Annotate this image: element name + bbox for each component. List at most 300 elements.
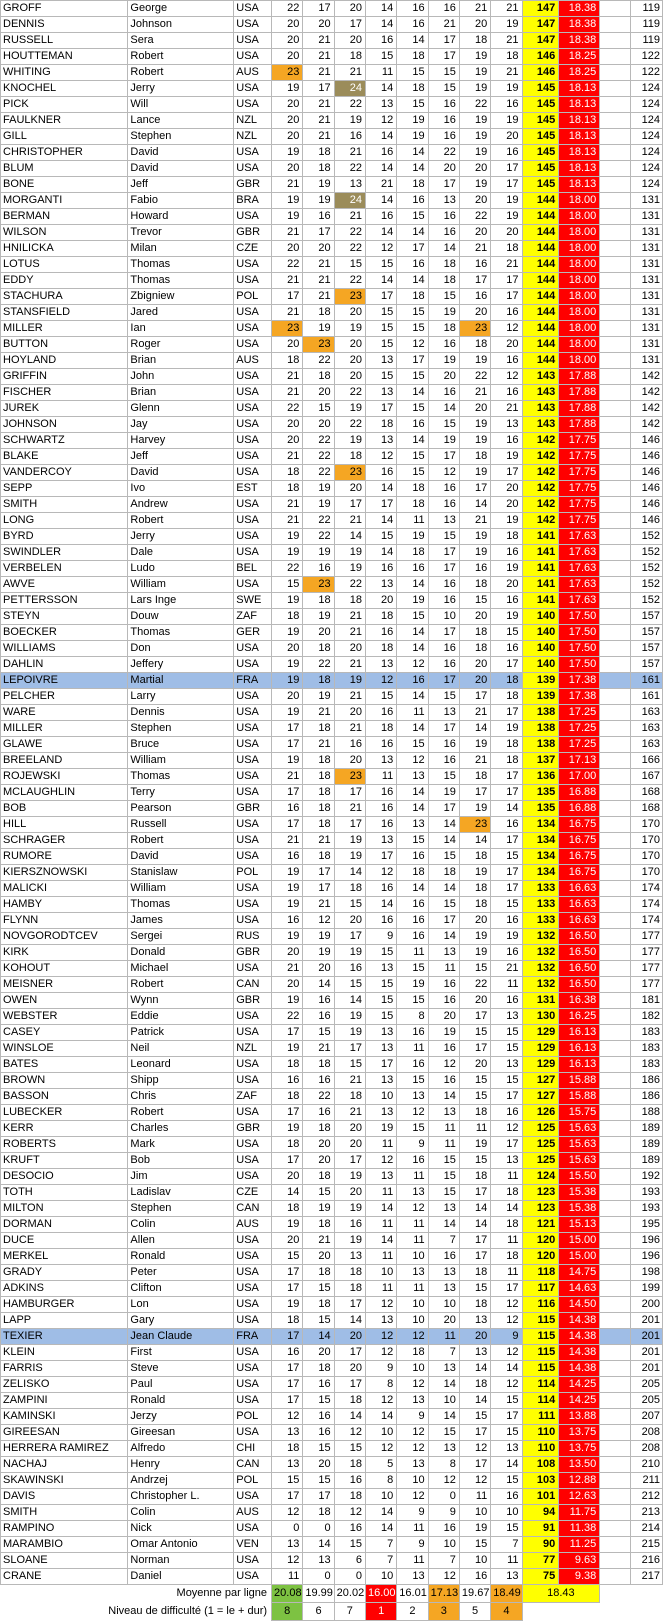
cell-r5: 14 bbox=[397, 161, 428, 177]
cell-r4: 13 bbox=[365, 1073, 396, 1089]
cell-r3: 22 bbox=[334, 577, 365, 593]
cell-r2: 15 bbox=[303, 401, 334, 417]
cell-r2: 0 bbox=[303, 1521, 334, 1537]
cell-last-name: SKAWINSKI bbox=[1, 1473, 128, 1489]
table-row bbox=[1, 273, 663, 289]
table-row bbox=[1, 209, 663, 225]
cell-rank: 168 bbox=[630, 801, 662, 817]
cell-average: 17.38 bbox=[559, 689, 600, 705]
cell-r8: 18 bbox=[491, 689, 522, 705]
cell-r8: 15 bbox=[491, 1393, 522, 1409]
cell-country: BRA bbox=[234, 193, 272, 209]
spacer-cell bbox=[600, 785, 630, 801]
cell-r1: 19 bbox=[272, 145, 303, 161]
cell-rank: 181 bbox=[630, 993, 662, 1009]
cell-r5: 13 bbox=[397, 769, 428, 785]
cell-r1: 22 bbox=[272, 1, 303, 17]
cell-first-name: Christopher L. bbox=[128, 1489, 234, 1505]
spacer-cell bbox=[600, 1489, 630, 1505]
difficulty-row bbox=[1, 1603, 663, 1621]
cell-r8: 19 bbox=[491, 209, 522, 225]
cell-average: 17.50 bbox=[559, 641, 600, 657]
cell-average: 14.38 bbox=[559, 1329, 600, 1345]
cell-r4: 16 bbox=[365, 913, 396, 929]
cell-r6: 10 bbox=[428, 1297, 459, 1313]
cell-country: USA bbox=[234, 321, 272, 337]
cell-last-name: PICK bbox=[1, 97, 128, 113]
cell-r6: 13 bbox=[428, 513, 459, 529]
table-row bbox=[1, 33, 663, 49]
cell-average: 18.13 bbox=[559, 97, 600, 113]
cell-first-name: Robert bbox=[128, 513, 234, 529]
cell-last-name: SEPP bbox=[1, 481, 128, 497]
cell-r1: 19 bbox=[272, 929, 303, 945]
spacer-cell bbox=[600, 625, 630, 641]
cell-r7: 19 bbox=[459, 177, 490, 193]
cell-rank: 119 bbox=[630, 17, 662, 33]
cell-r4: 14 bbox=[365, 1, 396, 17]
cell-total: 110 bbox=[522, 1425, 559, 1441]
table-row bbox=[1, 817, 663, 833]
cell-country: USA bbox=[234, 1281, 272, 1297]
cell-rank: 189 bbox=[630, 1153, 662, 1169]
cell-r2: 19 bbox=[303, 193, 334, 209]
cell-rank: 163 bbox=[630, 705, 662, 721]
cell-first-name: William bbox=[128, 753, 234, 769]
cell-first-name: Jerzy bbox=[128, 1409, 234, 1425]
cell-total: 94 bbox=[522, 1505, 559, 1521]
level-round-7: 5 bbox=[459, 1603, 490, 1621]
cell-r1: 15 bbox=[272, 577, 303, 593]
cell-r6: 15 bbox=[428, 897, 459, 913]
cell-rank: 208 bbox=[630, 1425, 662, 1441]
cell-r4: 15 bbox=[365, 337, 396, 353]
cell-r2: 15 bbox=[303, 1185, 334, 1201]
cell-r1: 20 bbox=[272, 417, 303, 433]
cell-first-name: Omar Antonio bbox=[128, 1537, 234, 1553]
table-row bbox=[1, 913, 663, 929]
cell-last-name: DENNIS bbox=[1, 17, 128, 33]
table-row bbox=[1, 1329, 663, 1345]
cell-r5: 16 bbox=[397, 17, 428, 33]
cell-rank: 193 bbox=[630, 1201, 662, 1217]
cell-r3: 16 bbox=[334, 961, 365, 977]
table-row bbox=[1, 897, 663, 913]
spacer-cell bbox=[600, 1009, 630, 1025]
cell-r8: 16 bbox=[491, 1489, 522, 1505]
cell-r4: 13 bbox=[365, 433, 396, 449]
cell-first-name: Charles bbox=[128, 1121, 234, 1137]
cell-r4: 11 bbox=[365, 1137, 396, 1153]
cell-r5: 15 bbox=[397, 465, 428, 481]
cell-r3: 21 bbox=[334, 657, 365, 673]
cell-r2: 16 bbox=[303, 1409, 334, 1425]
cell-r7: 19 bbox=[459, 433, 490, 449]
table-row bbox=[1, 977, 663, 993]
cell-r3: 19 bbox=[334, 849, 365, 865]
cell-r1: 21 bbox=[272, 449, 303, 465]
table-row bbox=[1, 241, 663, 257]
cell-last-name: MILLER bbox=[1, 721, 128, 737]
cell-r8: 13 bbox=[491, 417, 522, 433]
cell-r7: 19 bbox=[459, 929, 490, 945]
cell-last-name: HOYLAND bbox=[1, 353, 128, 369]
cell-r8: 18 bbox=[491, 1217, 522, 1233]
cell-r4: 13 bbox=[365, 577, 396, 593]
cell-r2: 19 bbox=[303, 689, 334, 705]
cell-first-name: Brian bbox=[128, 353, 234, 369]
table-row bbox=[1, 257, 663, 273]
cell-last-name: STANSFIELD bbox=[1, 305, 128, 321]
cell-rank: 216 bbox=[630, 1553, 662, 1569]
cell-first-name: Terry bbox=[128, 785, 234, 801]
table-row bbox=[1, 961, 663, 977]
cell-r4: 16 bbox=[365, 33, 396, 49]
cell-r5: 16 bbox=[397, 417, 428, 433]
cell-country: USA bbox=[234, 1377, 272, 1393]
cell-r2: 22 bbox=[303, 353, 334, 369]
cell-first-name: Jerry bbox=[128, 529, 234, 545]
cell-rank: 131 bbox=[630, 225, 662, 241]
cell-average: 12.63 bbox=[559, 1489, 600, 1505]
cell-country: GER bbox=[234, 625, 272, 641]
cell-r3: 18 bbox=[334, 1281, 365, 1297]
cell-average: 18.13 bbox=[559, 129, 600, 145]
cell-r1: 14 bbox=[272, 1185, 303, 1201]
cell-r2: 23 bbox=[303, 337, 334, 353]
cell-country: GBR bbox=[234, 993, 272, 1009]
cell-last-name: STEYN bbox=[1, 609, 128, 625]
cell-r5: 11 bbox=[397, 705, 428, 721]
cell-average: 17.25 bbox=[559, 737, 600, 753]
cell-r1: 16 bbox=[272, 849, 303, 865]
cell-average: 16.13 bbox=[559, 1041, 600, 1057]
spacer-cell bbox=[600, 865, 630, 881]
cell-average: 14.25 bbox=[559, 1393, 600, 1409]
cell-r1: 19 bbox=[272, 993, 303, 1009]
cell-r7: 19 bbox=[459, 865, 490, 881]
spacer-cell bbox=[600, 449, 630, 465]
cell-r3: 19 bbox=[334, 1201, 365, 1217]
cell-r1: 20 bbox=[272, 337, 303, 353]
cell-total: 144 bbox=[522, 273, 559, 289]
cell-r6: 20 bbox=[428, 161, 459, 177]
cell-r2: 18 bbox=[303, 1265, 334, 1281]
cell-r1: 19 bbox=[272, 1297, 303, 1313]
cell-r3: 14 bbox=[334, 529, 365, 545]
cell-rank: 170 bbox=[630, 817, 662, 833]
table-row bbox=[1, 113, 663, 129]
cell-r4: 12 bbox=[365, 449, 396, 465]
cell-last-name: GRADY bbox=[1, 1265, 128, 1281]
spacer-cell bbox=[600, 337, 630, 353]
cell-r6: 12 bbox=[428, 1473, 459, 1489]
cell-country: ZAF bbox=[234, 609, 272, 625]
cell-total: 134 bbox=[522, 865, 559, 881]
cell-r3: 15 bbox=[334, 257, 365, 273]
cell-r5: 18 bbox=[397, 1345, 428, 1361]
cell-r3: 17 bbox=[334, 929, 365, 945]
cell-r4: 16 bbox=[365, 881, 396, 897]
cell-average: 11.25 bbox=[559, 1537, 600, 1553]
cell-last-name: SMITH bbox=[1, 1505, 128, 1521]
cell-r7: 15 bbox=[459, 1153, 490, 1169]
cell-average: 9.63 bbox=[559, 1553, 600, 1569]
cell-r6: 10 bbox=[428, 1537, 459, 1553]
cell-r7: 19 bbox=[459, 801, 490, 817]
cell-r2: 16 bbox=[303, 209, 334, 225]
cell-last-name: RUMORE bbox=[1, 849, 128, 865]
table-row bbox=[1, 1489, 663, 1505]
spacer-cell bbox=[600, 609, 630, 625]
cell-average: 12.88 bbox=[559, 1473, 600, 1489]
cell-r2: 18 bbox=[303, 305, 334, 321]
cell-r8: 12 bbox=[491, 1345, 522, 1361]
cell-average: 18.00 bbox=[559, 257, 600, 273]
cell-r2: 21 bbox=[303, 289, 334, 305]
spacer-cell bbox=[600, 385, 630, 401]
spacer-cell bbox=[600, 1329, 630, 1345]
table-row bbox=[1, 337, 663, 353]
cell-r3: 24 bbox=[334, 193, 365, 209]
cell-r7: 15 bbox=[459, 1089, 490, 1105]
cell-average: 13.88 bbox=[559, 1409, 600, 1425]
cell-r4: 16 bbox=[365, 705, 396, 721]
cell-r8: 12 bbox=[491, 1313, 522, 1329]
cell-average: 17.75 bbox=[559, 497, 600, 513]
cell-first-name: Colin bbox=[128, 1217, 234, 1233]
cell-r7: 21 bbox=[459, 241, 490, 257]
table-row bbox=[1, 577, 663, 593]
cell-rank: 152 bbox=[630, 577, 662, 593]
cell-r8: 15 bbox=[491, 625, 522, 641]
cell-rank: 196 bbox=[630, 1249, 662, 1265]
cell-r6: 16 bbox=[428, 1, 459, 17]
cell-r6: 13 bbox=[428, 945, 459, 961]
cell-average: 16.50 bbox=[559, 945, 600, 961]
spacer-cell bbox=[600, 113, 630, 129]
cell-r3: 17 bbox=[334, 1041, 365, 1057]
cell-r2: 16 bbox=[303, 1009, 334, 1025]
cell-r6: 13 bbox=[428, 193, 459, 209]
cell-rank: 210 bbox=[630, 1457, 662, 1473]
cell-r7: 21 bbox=[459, 513, 490, 529]
cell-r8: 18 bbox=[491, 737, 522, 753]
cell-r2: 18 bbox=[303, 1057, 334, 1073]
cell-r5: 10 bbox=[397, 1249, 428, 1265]
cell-r8: 16 bbox=[491, 641, 522, 657]
cell-last-name: BATES bbox=[1, 1057, 128, 1073]
cell-r6: 16 bbox=[428, 993, 459, 1009]
cell-r8: 21 bbox=[491, 401, 522, 417]
cell-last-name: BREELAND bbox=[1, 753, 128, 769]
cell-r4: 12 bbox=[365, 1329, 396, 1345]
cell-r4: 21 bbox=[365, 177, 396, 193]
cell-r2: 21 bbox=[303, 65, 334, 81]
cell-rank: 177 bbox=[630, 961, 662, 977]
spacer-cell bbox=[600, 97, 630, 113]
cell-rank: 201 bbox=[630, 1313, 662, 1329]
cell-r6: 13 bbox=[428, 1265, 459, 1281]
cell-r8: 11 bbox=[491, 1553, 522, 1569]
cell-r6: 7 bbox=[428, 1345, 459, 1361]
cell-average: 17.63 bbox=[559, 545, 600, 561]
cell-r2: 20 bbox=[303, 417, 334, 433]
cell-rank: 152 bbox=[630, 529, 662, 545]
cell-total: 123 bbox=[522, 1185, 559, 1201]
table-row bbox=[1, 1201, 663, 1217]
spacer-cell bbox=[600, 1185, 630, 1201]
cell-last-name: DESOCIO bbox=[1, 1169, 128, 1185]
cell-last-name: WHITING bbox=[1, 65, 128, 81]
cell-first-name: Thomas bbox=[128, 769, 234, 785]
cell-last-name: PETTERSSON bbox=[1, 593, 128, 609]
cell-average: 17.88 bbox=[559, 401, 600, 417]
spacer-cell bbox=[600, 209, 630, 225]
cell-r6: 17 bbox=[428, 673, 459, 689]
cell-r5: 12 bbox=[397, 1329, 428, 1345]
cell-country: NZL bbox=[234, 1041, 272, 1057]
cell-total: 145 bbox=[522, 97, 559, 113]
cell-r4: 17 bbox=[365, 1057, 396, 1073]
cell-average: 11.75 bbox=[559, 1505, 600, 1521]
cell-r2: 21 bbox=[303, 705, 334, 721]
table-row bbox=[1, 1105, 663, 1121]
cell-rank: 142 bbox=[630, 417, 662, 433]
cell-total: 139 bbox=[522, 673, 559, 689]
cell-r2: 15 bbox=[303, 1025, 334, 1041]
cell-r2: 21 bbox=[303, 1233, 334, 1249]
cell-rank: 124 bbox=[630, 129, 662, 145]
cell-first-name: Chris bbox=[128, 1089, 234, 1105]
cell-r1: 12 bbox=[272, 1409, 303, 1425]
cell-rank: 196 bbox=[630, 1233, 662, 1249]
cell-r4: 11 bbox=[365, 65, 396, 81]
table-row bbox=[1, 1089, 663, 1105]
cell-total: 145 bbox=[522, 177, 559, 193]
table-row bbox=[1, 1185, 663, 1201]
cell-average: 18.00 bbox=[559, 273, 600, 289]
cell-r4: 14 bbox=[365, 161, 396, 177]
cell-r5: 9 bbox=[397, 1505, 428, 1521]
cell-r4: 15 bbox=[365, 529, 396, 545]
cell-r2: 19 bbox=[303, 545, 334, 561]
cell-first-name: Steve bbox=[128, 1361, 234, 1377]
cell-r3: 20 bbox=[334, 305, 365, 321]
cell-last-name: SLOANE bbox=[1, 1553, 128, 1569]
cell-country: USA bbox=[234, 1297, 272, 1313]
cell-country: POL bbox=[234, 1409, 272, 1425]
cell-r3: 23 bbox=[334, 769, 365, 785]
cell-r5: 19 bbox=[397, 593, 428, 609]
cell-rank: 122 bbox=[630, 65, 662, 81]
cell-country: USA bbox=[234, 1025, 272, 1041]
cell-r3: 13 bbox=[334, 177, 365, 193]
cell-r7: 15 bbox=[459, 1281, 490, 1297]
cell-r3: 19 bbox=[334, 1025, 365, 1041]
cell-r7: 11 bbox=[459, 1121, 490, 1137]
cell-total: 141 bbox=[522, 593, 559, 609]
cell-r6: 18 bbox=[428, 273, 459, 289]
cell-r7: 19 bbox=[459, 65, 490, 81]
cell-country: USA bbox=[234, 17, 272, 33]
cell-average: 17.88 bbox=[559, 417, 600, 433]
cell-r7: 17 bbox=[459, 1041, 490, 1057]
spacer-cell bbox=[600, 1537, 630, 1553]
cell-first-name: Bruce bbox=[128, 737, 234, 753]
cell-total: 129 bbox=[522, 1041, 559, 1057]
avg-round-5: 16.01 bbox=[397, 1585, 428, 1603]
cell-r5: 11 bbox=[397, 1041, 428, 1057]
cell-r1: 22 bbox=[272, 561, 303, 577]
spacer-cell bbox=[600, 1025, 630, 1041]
cell-country: CAN bbox=[234, 1201, 272, 1217]
cell-average: 18.00 bbox=[559, 193, 600, 209]
cell-first-name: Patrick bbox=[128, 1025, 234, 1041]
spacer-cell bbox=[600, 545, 630, 561]
cell-country: CZE bbox=[234, 241, 272, 257]
cell-total: 143 bbox=[522, 417, 559, 433]
cell-r5: 15 bbox=[397, 305, 428, 321]
cell-country: USA bbox=[234, 1105, 272, 1121]
cell-total: 142 bbox=[522, 433, 559, 449]
spacer-cell bbox=[600, 433, 630, 449]
cell-r3: 15 bbox=[334, 1537, 365, 1553]
cell-total: 138 bbox=[522, 721, 559, 737]
spacer-cell bbox=[600, 513, 630, 529]
cell-r8: 11 bbox=[491, 1233, 522, 1249]
cell-r7: 17 bbox=[459, 1185, 490, 1201]
cell-r5: 16 bbox=[397, 929, 428, 945]
cell-country: USA bbox=[234, 273, 272, 289]
cell-r1: 19 bbox=[272, 545, 303, 561]
cell-r3: 12 bbox=[334, 1425, 365, 1441]
cell-r8: 12 bbox=[491, 1121, 522, 1137]
spacer-cell bbox=[600, 1409, 630, 1425]
cell-rank: 124 bbox=[630, 145, 662, 161]
cell-total: 115 bbox=[522, 1313, 559, 1329]
cell-r1: 18 bbox=[272, 1441, 303, 1457]
cell-country: USA bbox=[234, 33, 272, 49]
cell-r2: 15 bbox=[303, 1473, 334, 1489]
table-row bbox=[1, 1377, 663, 1393]
cell-first-name: Lars Inge bbox=[128, 593, 234, 609]
spacer-cell bbox=[600, 593, 630, 609]
cell-first-name: David bbox=[128, 145, 234, 161]
cell-first-name: Jean Claude bbox=[128, 1329, 234, 1345]
cell-r3: 20 bbox=[334, 33, 365, 49]
cell-r7: 19 bbox=[459, 81, 490, 97]
cell-average: 14.63 bbox=[559, 1281, 600, 1297]
cell-country: GBR bbox=[234, 225, 272, 241]
cell-r3: 19 bbox=[334, 945, 365, 961]
cell-average: 15.00 bbox=[559, 1249, 600, 1265]
cell-r4: 13 bbox=[365, 353, 396, 369]
cell-last-name: TEXIER bbox=[1, 1329, 128, 1345]
table-row bbox=[1, 465, 663, 481]
cell-r6: 16 bbox=[428, 481, 459, 497]
cell-r5: 19 bbox=[397, 977, 428, 993]
cell-average: 14.38 bbox=[559, 1313, 600, 1329]
cell-r2: 17 bbox=[303, 865, 334, 881]
results-body bbox=[1, 1, 663, 1585]
cell-country: USA bbox=[234, 49, 272, 65]
cell-r2: 18 bbox=[303, 1505, 334, 1521]
cell-r8: 14 bbox=[491, 1457, 522, 1473]
cell-average: 16.25 bbox=[559, 1009, 600, 1025]
cell-r4: 16 bbox=[365, 625, 396, 641]
cell-country: USA bbox=[234, 913, 272, 929]
